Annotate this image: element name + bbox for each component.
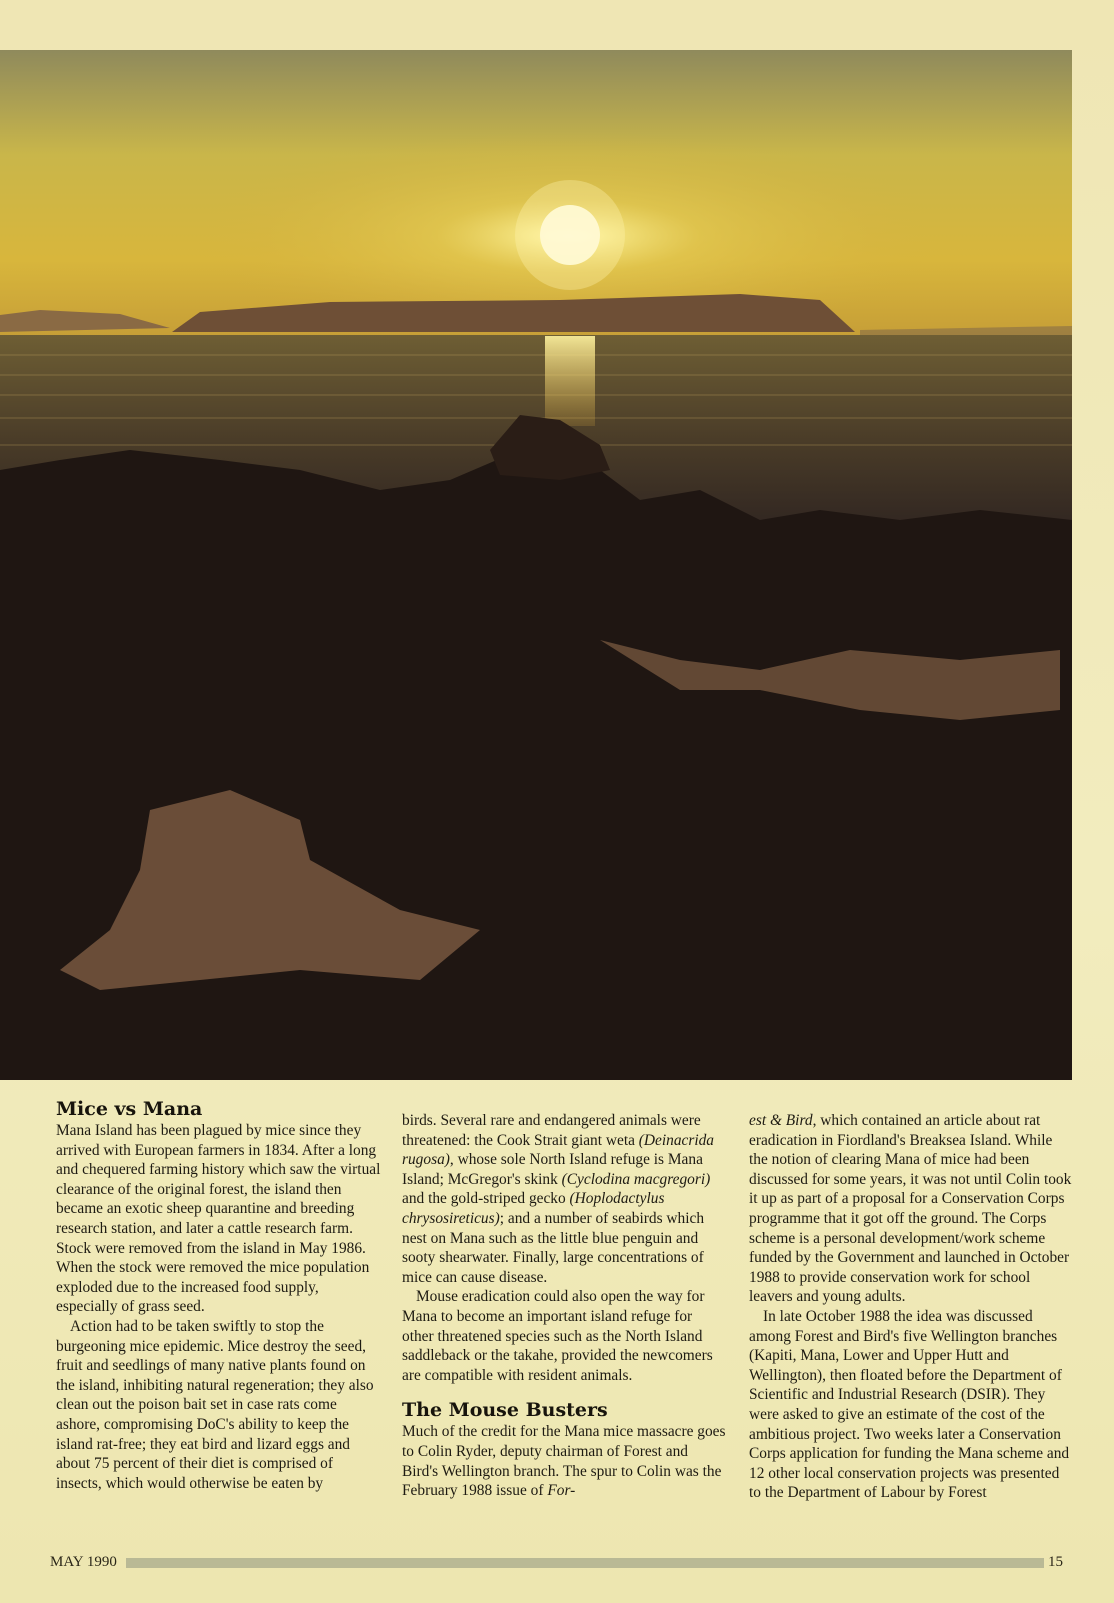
article-column-3	[749, 1111, 1074, 1503]
paragraph: birds. Several rare and endangered animals were threatened: the Cook Strait giant weta (Deinacrida rugosa), whose sole North Island refuge is Mana Island; McGregor's skink (Cyclodina macgregori) and the gold-striped gecko (Hoplodactylus chrysosireticus); and a number of seabirds which nest on Mana such as the little blue penguin and sooty shearwater. Finally, large concentrations of mice can cause disease.	[402, 1112, 715, 1286]
paragraph: In late October 1988 the idea was discussed among Forest and Bird's five Wellington branches (Kapiti, Mana, Lower and Upper Hutt and Wellington), then floated before the Department of Scientific and Industrial Research (DSIR). They were asked to give an estimate of the cost of the ambitious project. Two weeks later a Conservation Corps application for funding the Mana scheme and 12 other local conservation projects was presented to the Department of Labour by Forest	[749, 1307, 1070, 1502]
paragraph: est & Bird, which contained an article about rat eradication in Fiordland's Breaksea Island. While the notion of clearing Mana of mice had been discussed for some years, it was not until Colin took it up as part of a proposal for a Conservation Corps programme that it got off the ground. The Corps scheme is a personal development/work scheme funded by the Government and launched in October 1988 to provide conservation work for school leavers and young adults.	[749, 1112, 1072, 1306]
article-column-1	[56, 1097, 381, 1493]
footer-rule	[126, 1558, 1044, 1568]
paragraph: Mana Island has been plagued by mice since they arrived with European farmers in 1834. After a long and chequered farming history which saw the virtual clearance of the original forest, the island then became an exotic sheep quarantine and breeding research station, and later a cattle research farm. Stock were removed from the island in May 1986. When the stock were removed the mice population exploded due to the increased food supply, especially of grass seed.	[56, 1122, 381, 1316]
article-column-2	[402, 1111, 727, 1501]
paragraph: Mouse eradication could also open the way for Mana to become an important island refuge for other threatened species such as the North Island saddleback or the takahe, provided the newcomers are compatible with resident animals.	[402, 1288, 713, 1384]
page-footer	[50, 1554, 1063, 1576]
section-heading-mouse-busters: The Mouse Busters	[402, 1399, 608, 1422]
paragraph: Action had to be taken swiftly to stop the burgeoning mice epidemic. Mice destroy the seed, fruit and seedlings of many native plants found on the island, inhibiting natural regeneration; they also clean out the poison bait set in case rats come ashore, compromising DoC's ability to keep the island rat-free; they eat bird and lizard eggs and about 75 percent of their diet is comprised of insects, which would otherwise be eaten by	[56, 1317, 374, 1492]
issue-date: MAY 1990	[50, 1554, 117, 1570]
page-number: 15	[1048, 1554, 1063, 1570]
paragraph: Much of the credit for the Mana mice massacre goes to Colin Ryder, deputy chairman of Forest and Bird's Wellington branch. The spur to Colin was the February 1988 issue of For-	[402, 1423, 726, 1500]
sunset-photo	[0, 50, 1072, 1080]
section-heading-mice-vs-mana: Mice vs Mana	[56, 1098, 203, 1120]
